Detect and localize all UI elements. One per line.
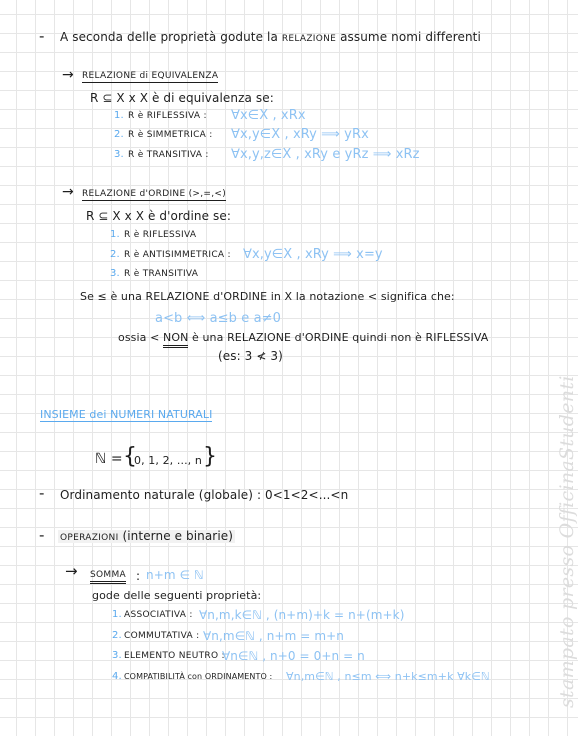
eq-item-2-num: 2. <box>114 129 124 140</box>
sum-item-3-num: 3. <box>112 650 122 661</box>
order-note-example: (es: 3 ≮ 3) <box>218 349 283 363</box>
ord-item-1-num: 1. <box>110 229 120 240</box>
naturals-title: INSIEME dei NUMERI NATURALI <box>40 408 213 421</box>
sum-item-3-formula: ∀n∈ℕ , n+0 = 0+n = n <box>222 649 365 663</box>
arrow-icon: → <box>62 67 74 83</box>
eq-item-3-label: R è TRANSITIVA : <box>128 150 209 160</box>
order-note-formula: a<b ⟺ a≤b e a≠0 <box>155 311 282 326</box>
sum-title: SOMMA <box>90 571 126 584</box>
order-note-2 <box>118 332 488 343</box>
order-definition: R ⊆ X x X è d'ordine se: <box>86 209 232 223</box>
sum-item-4-label: COMPATIBILITÀ con ORDINAMENTO : <box>124 672 273 681</box>
operations-subtitle: (interne e binarie) <box>122 529 234 543</box>
order-note-2-a: ossia < <box>118 331 163 344</box>
bullet-dash: - <box>39 484 45 502</box>
order-title: RELAZIONE d'ORDINE (>,=,<) <box>82 189 227 199</box>
bullet-dash: - <box>39 27 45 45</box>
sum-item-1-formula: ∀n,m,k∈ℕ , (n+m)+k = n+(m+k) <box>199 608 405 622</box>
intro-text-b: RELAZIONE <box>281 34 337 44</box>
operations-heading <box>58 530 235 543</box>
open-brace: { <box>123 444 137 469</box>
ord-item-2-label: R è ANTISIMMETRICA : <box>124 250 231 260</box>
sum-item-4-formula: ∀n,m∈ℕ , n≤m ⟺ n+k≤m+k ∀k∈ℕ <box>286 670 490 683</box>
sum-item-4-num: 4. <box>112 671 122 682</box>
order-note-1: Se ≤ è una RELAZIONE d'ORDINE in X la notazione < significa che: <box>80 290 455 303</box>
naturals-set-lhs: ℕ = <box>95 451 123 467</box>
sum-item-2-formula: ∀n,m∈ℕ , n+m = m+n <box>203 629 345 643</box>
order-note-2-b: è una RELAZIONE d'ORDINE quindi non è RIFLESSIVA <box>188 331 489 344</box>
sum-item-3-label: ELEMENTO NEUTRO : <box>124 651 225 661</box>
ord-item-2-num: 2. <box>110 249 120 260</box>
eq-item-3-num: 3. <box>114 149 124 160</box>
ord-item-3-num: 3. <box>110 268 120 279</box>
intro-text-a: A seconda delle proprietà godute la <box>60 30 282 44</box>
sum-item-1-num: 1. <box>112 609 122 620</box>
intro-line <box>60 31 481 44</box>
eq-item-1-formula: ∀x∈X , xRx <box>231 108 306 123</box>
watermark: stampato presso OfficinaStudenti <box>556 375 578 708</box>
operations-title: OPERAZIONI <box>60 533 119 543</box>
sum-formula: n+m ∈ ℕ <box>146 568 204 582</box>
ord-item-3-label: R è TRANSITIVA <box>124 269 199 279</box>
intro-text-c: assume nomi differenti <box>336 30 481 44</box>
naturals-set-items: 0, 1, 2, ..., n <box>134 454 202 467</box>
eq-item-3-formula: ∀x,y,z∈X , xRy e yRz ⟹ xRz <box>231 147 420 162</box>
naturals-ordering: Ordinamento naturale (globale) : 0<1<2<...<n <box>60 488 349 502</box>
order-note-2-non: NON <box>163 331 188 348</box>
arrow-icon: → <box>65 562 78 580</box>
equivalence-title: RELAZIONE di EQUIVALENZA <box>82 71 219 81</box>
arrow-icon: → <box>62 184 74 200</box>
eq-item-2-formula: ∀x,y∈X , xRy ⟹ yRx <box>231 127 369 142</box>
ord-item-2-formula: ∀x,y∈X , xRy ⟹ x=y <box>243 247 383 262</box>
eq-item-1-num: 1. <box>114 110 124 121</box>
sum-item-2-label: COMMUTATIVA : <box>124 631 200 641</box>
eq-item-2-label: R è SIMMETRICA : <box>128 130 213 140</box>
close-brace: } <box>203 444 217 469</box>
sum-item-2-num: 2. <box>112 630 122 641</box>
bullet-dash: - <box>39 526 45 544</box>
ord-item-1-label: R è RIFLESSIVA <box>124 230 197 240</box>
sum-colon: : <box>136 569 141 583</box>
equivalence-definition: R ⊆ X x X è di equivalenza se: <box>90 91 274 105</box>
sum-item-1-label: ASSOCIATIVA : <box>124 610 193 620</box>
sum-intro: gode delle seguenti proprietà: <box>92 589 262 602</box>
eq-item-1-label: R è RIFLESSIVA : <box>128 111 207 121</box>
